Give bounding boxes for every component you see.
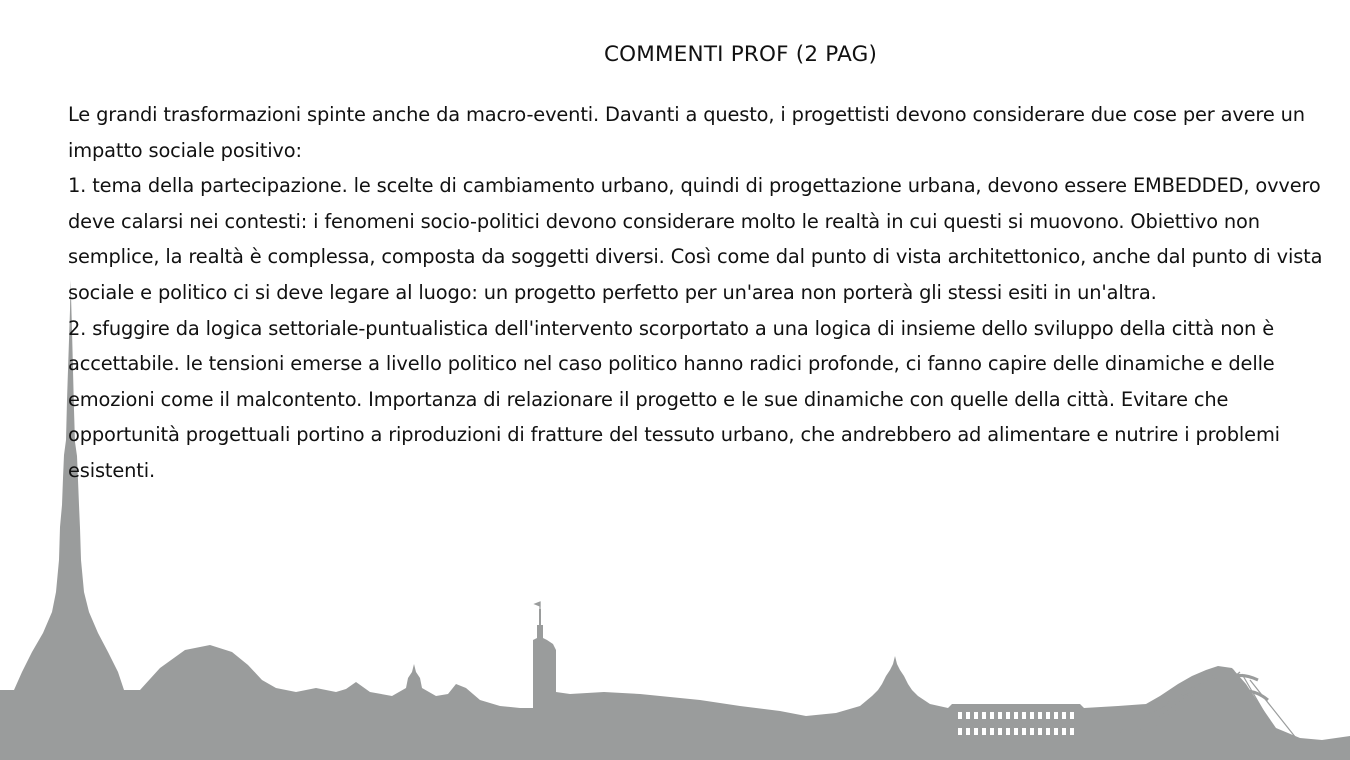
point-two-paragraph: 2. sfuggire da logica settoriale-puntualistica dell'intervento scorportato a una logica di insieme dello sviluppo della città non è accettabile. le tensioni emerse a livello politico nel caso politico hanno radici profonde, ci fanno capire delle dinamiche e delle emozioni come il malcontento. Importanza di relazionare il progetto e le sue dinamiche con quelle della città. Evitare che opportunità progettuali portino a riproduzioni di fratture del tessuto urbano, che andrebbero ad alimentare e nutrire i problemi esistenti. xyxy=(68,316,1280,482)
point-one-paragraph: 1. tema della partecipazione. le scelte di cambiamento urbano, quindi di progettazione urbana, devono essere EMBEDDED, ovvero deve calarsi nei contesti: i fenomeni socio-politici devono considerare molto le realtà in cui questi si muovono. Obiettivo non semplice, la realtà è complessa, composta da soggetti diversi. Così come dal punto di vista architettonico, anche dal punto di vista sociale e politico ci si deve legare al luogo: un progetto perfetto per un'area non porterà gli stessi esiti in un'altra. xyxy=(68,174,1323,304)
intro-paragraph: Le grandi trasformazioni spinte anche da macro-eventi. Davanti a questo, i progettisti devono considerare due cose per avere un impatto sociale positivo: xyxy=(68,103,1305,162)
body-text xyxy=(68,97,1340,489)
page-title: COMMENTI PROF (2 PAG) xyxy=(603,42,878,67)
